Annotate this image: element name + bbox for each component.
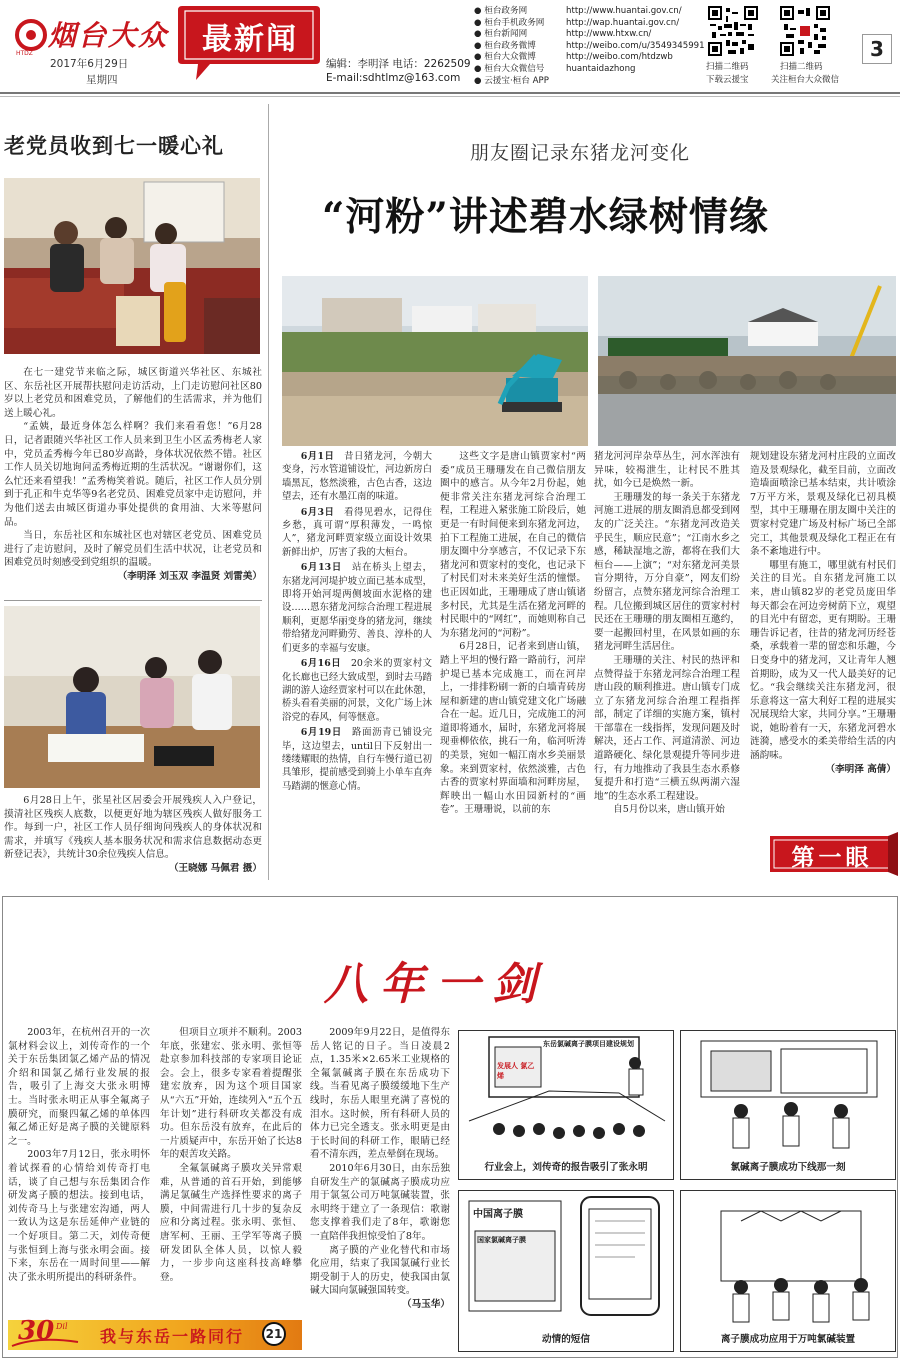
- link-row[interactable]: [474, 52, 710, 64]
- link-url: http://www.htxw.cn/: [566, 29, 652, 40]
- section-title: 最新闻: [202, 22, 298, 57]
- caption: 6月28日上午，张星社区居委会开展残疾人入户登记，摸清社区残疾人底数，以便更好地为辖区残疾人做好服务工作。每到一户，社区工作人员仔细询问残疾人的身体状况和需求，并填写《残疾人基本服务状况和需求信息数据动态更新登记表》，共统计30余位残疾人信息。: [4, 795, 262, 861]
- comic-caption: 动情的短信: [542, 1334, 590, 1345]
- qr-caption-app-1: 扫描二维码: [706, 62, 749, 72]
- email-line: E-mail:sdhtlmz@163.com: [326, 72, 461, 84]
- paragraph: “孟姨，最近身体怎么样啊？我们来看看您！”6月28日，记者跟随兴华社区工作人员来到卫生小区孟秀梅老人家中，党员孟秀梅今年已80岁高龄，身体状况依然不错。社区工作人员关切地询问孟秀梅近期的生活状况。“谢谢你们，这么忙还来看望我！”孟秀梅笑着说。随后，社区工作人员分别到于孔正和牛克华等9名老党员、困难党员家中走访慰问，并为他们送去由城区街道办事处提供的食用油、大米等慰问品。: [4, 421, 262, 528]
- comic-caption: 氯碱离子膜成功下线那一刻: [730, 1162, 846, 1173]
- main-column-4: [750, 450, 896, 822]
- left-divider: [4, 600, 262, 601]
- main-column-2: [440, 450, 586, 880]
- byline: （李明泽 刘玉双 李温贤 刘雷美）: [117, 570, 262, 582]
- paragraph: 自5月份以来，唐山镇开始: [613, 804, 725, 816]
- link-name: ● 桓台大众微博: [474, 52, 536, 63]
- comic-sign-text: 发展人 氯乙烯: [497, 1062, 535, 1080]
- comic-board-text: 中国离子膜: [473, 1209, 523, 1220]
- comic-panel: [458, 1190, 674, 1352]
- link-row[interactable]: [474, 6, 710, 18]
- link-name: ● 桓台手机政务网: [474, 17, 545, 28]
- comic-sign-text: 国家氯碱离子膜: [477, 1236, 526, 1244]
- masthead-divider: [0, 92, 900, 94]
- comic-panel: [680, 1190, 896, 1352]
- logo-icon: [14, 18, 48, 52]
- banner-number: 30: [18, 1316, 55, 1346]
- bottom-column-3: [310, 1026, 450, 1356]
- paragraph: 王珊珊发的每一条关于东猪龙河施工进展的朋友圈消息都受到网友的广泛关注。“东猪龙河改造关乎民生，顺应民意”；“江南水乡之感，稀缺湿地之游，都将在我们大桓台——上演”；“对东猪龙河美景盲分期待，万分自豪”，网友们纷纷留言，点赞东猪龙河综合治理工程。几位搬到城区居住的贾家村村民还在王珊珊的朋友圈相互邀约，要一起搬回村里，在风景如画的东猪龙河畔生活居住。: [594, 491, 740, 653]
- paragraph: 2003年，在杭州召开的一次氯材料会议上，刘传奇作的一个关于东岳集团氯乙烯产品的情况介绍和国氯乙烯行业发展的报告，吸引了上海交大张永明博士。当时张永明正从事全氟离子膜研究，而聚四氟乙烯的单体四氟乙烯正好是离子膜的关键原料之一。: [8, 1027, 150, 1147]
- issue-date: 2017年6月29日: [50, 58, 129, 70]
- paragraph: 在七一建党节来临之际，城区街道兴华社区、东城社区、东岳社区开展帮扶慰问走访活动，上门走访慰问社区80岁以上老党员和困难党员，了解他们的生活需求，并为他们送上暖心礼。: [4, 367, 262, 419]
- comic-caption: 行业会上，刘传奇的报告吸引了张永明: [484, 1162, 648, 1173]
- issue-weekday: 星期四: [86, 74, 118, 86]
- page-number: [862, 34, 892, 64]
- paragraph: 2003年7月12日，张永明怀着试探看的心情给刘传奇打电话，谈了自己想与东岳集团合作研发离子膜的想法。接到电话，刘传奇马上与张建宏沟通，两人一致认为这是东岳延伸产业链的一个好项目。第二天，刘传奇便与张恒到上海与张永明会面。接下来，东岳在一周时间里——解决了张永明所提出的科研条件。: [8, 1149, 150, 1283]
- first-look-badge: [770, 832, 898, 876]
- link-url: huantaidazhong: [566, 63, 636, 74]
- masthead-divider-thin: [0, 96, 900, 97]
- link-url: http://weibo.com/u/3549345991: [566, 40, 705, 51]
- diary-column: [282, 450, 432, 880]
- link-name: ● 桓台大众微信号: [474, 63, 545, 74]
- byline: （马玉华）: [402, 1298, 450, 1310]
- paragraph: 这些文字是唐山镇贾家村“两委”成员王珊珊发在自己微信朋友圈中的感言。从今年2月份起，她便非常关注东猪龙河综合治理工程，工程进入紧张施工阶段后，她更是一有时间便来到东猪龙河边，拍下工程施工进展，在自己的微信朋友圈中分享感言，不仅记录下东猪龙河和贾家村的变化，也记录下了村民们对未来美好生活的憧憬。也正因如此，王珊珊成了唐山镇诸多村民，尤其是生活在猪龙河畔的村民眼中的“网红”，而她则称自己为东猪龙河的“河粉”。: [440, 451, 586, 639]
- link-row[interactable]: [474, 76, 710, 88]
- paragraph: 规划建设东猪龙河村庄段的立面改造及景观绿化，截至目前，立面改造墙面喷涂已基本结束，共计喷涂7万平方米，景观及绿化已初具模型，其中王珊珊在朋友圈中关注的贾家村党建广场及村标广场已全部完工，其他景观及绿化工程正在有条不紊地进行中。: [750, 451, 896, 558]
- qr-caption-app-2: 下载云援宝: [706, 75, 749, 85]
- link-url: http://www.huantai.gov.cn/: [566, 6, 682, 16]
- diary-date: 6月19日: [300, 727, 342, 739]
- link-name: ● 云援宝·桓台 APP: [474, 75, 549, 86]
- diary-text: 昔日猪龙河，今朝大变身，污水管道铺设忙，河边新房白墙黑瓦，悠然淡雅，古色古香，这边望去，还有水墨江南的味道。: [282, 451, 432, 503]
- main-column-3: [594, 450, 740, 880]
- qr-caption-wechat-1: 扫描二维码: [780, 62, 823, 72]
- photo-elder-party-member: [4, 178, 260, 354]
- paragraph: 离子膜的产业化替代和市场化应用，结束了我国氯碱行业长期受制于人的历史，使我国由氯碱大国向氯碱强国转变。: [310, 1244, 450, 1297]
- main-kicker: 朋友圈记录东猪龙河变化: [470, 142, 691, 164]
- comic-board-text: 东岳氯碱离子膜项目建设规划: [543, 1040, 634, 1048]
- link-row[interactable]: [474, 18, 710, 30]
- paragraph: 全氟氯碱离子膜攻关异常艰难，从普通的首石开始，到能够满足氯碱生产选择性要求的离子膜，中间需进行几十步的复杂反应和分离过程。张永明、张恒、唐军柯、王丽、王学军等离子膜研发团队全体人员，以惊人毅力，一步步向这座科技高峰攀登。: [160, 1162, 302, 1283]
- diary-date: 6月1日: [300, 451, 335, 462]
- left-column-rule: [268, 104, 269, 880]
- masthead: [0, 0, 900, 92]
- series-banner: [8, 1316, 302, 1352]
- qr-code-wechat[interactable]: [780, 6, 830, 56]
- left-article-body: [4, 366, 262, 596]
- paragraph: 2009年9月22日，是值得东岳人铭记的日子。当日凌晨2点，1.35米×2.65米工业规格的全氟氯碱离子膜在东岳成功下线。当看见离子膜缓缓地下生产线时，东岳人眼里充满了喜悦的泪水。这时候，所有科研人员的体力已完全透支。张永明更是由于长时间的科研工作，眼睛已经看不清东西，差点晕倒在现场。: [310, 1027, 450, 1161]
- editor-line: 编辑：李明泽 电话：2262509: [326, 58, 471, 70]
- comic-caption: 离子膜成功应用于万吨氯碱装置: [720, 1334, 856, 1345]
- diary-date: 6月16日: [300, 658, 342, 670]
- diary-text: 20余米的贾家村文化长廊也已经大致成型，到时去马踏湖的游人途经贾家村可以在此休憩，桥头看看美丽的河景，文化广场上沐浴党的春风，何等惬意。: [282, 658, 432, 723]
- photo-disability-registration: [4, 606, 260, 788]
- photo-river-embankment: [598, 276, 896, 446]
- link-row[interactable]: [474, 64, 710, 76]
- paragraph: 王珊珊的关注、村民的热评和点赞得益于东猪龙河综合治理工程唐山段的顺利推进。唐山镇专门成立了东猪龙河综合治理工程指挥部，制定了详细的实施方案，镇村干部靠在一线指挥，发现问题及时解决，还占工作、河道清淤、河边道路硬化、绿化景观提升等同步进行，有力地推动了我县生态水系修复提升和打造“三横五纵两湖六湿地”的生态水系工程建设。: [594, 654, 740, 802]
- byline: （李明泽 高倩）: [825, 763, 896, 775]
- left-article-headline: 老党员收到七一暖心礼: [4, 134, 224, 158]
- paragraph: 2010年6月30日，由东岳独自研发生产的氯碱离子膜成功应用于氯氢公司万吨氯碱装置，张永明终于建立了一条现信：歌谢您支撑着我们走了8年，歌谢您一直陪伴我担惊受怕了8年。: [310, 1162, 450, 1242]
- banner-circle: [262, 1322, 286, 1346]
- link-url: http://wap.huantai.gov.cn/: [566, 17, 680, 28]
- diary-text: 路面沥青已铺设完毕，这边望去，until日下反射出一缕缕耀眼的热情，自行车慢行道已初具雏形，提前感受到骑上小单车直奔马踏湖的惬意心情。: [282, 727, 432, 792]
- bottom-column-2: [160, 1026, 302, 1316]
- diary-text: 看得见碧水，记得住乡愁，真可谓“厚积薄发，一鸣惊人”，猪龙河畔贾家级立面设计效果新鲜出炉，厉害了我的大桓台。: [282, 506, 432, 558]
- paragraph: 但项目立项并不顺利。2003年底，张建宏、张永明、张恒等赴京参加科技部的专家项目论证会。会上，很多专家看着提醒张建宏放弃，因为这个项目国家从“六五”开始，连续列入“五个五年计划”进行科研攻关都没有成功。但东岳没有放弃，在此后的一片质疑声中，东岳开始了长达8年的艰苦攻关路。: [160, 1027, 302, 1161]
- comic-panel-grid: [458, 1030, 896, 1354]
- paragraph: 哪里有施工，哪里就有村民们关注的目光。自东猪龙河施工以来，唐山镇82岁的老党员庞田华每天都会在河边旁树荫下立，观望的目光中有留恋，更有期盼。王珊珊告诉记者，往昔的猪龙河历经苍桑，承载着一辈的留恋和乐趣，今日变身中的猪龙河，又让青年人翘首期盼，成为又一代人最美好的记忆。“我会继续关注东猪龙河，很乐意将这一富大利好工程的进展实况展现给大家，共同分享。”王珊珊说，她盼着有一天，东猪龙河碧水涟漪，感受水的柔美带给生活的内涵韵味。: [750, 559, 896, 762]
- bottom-headline: 八年一剑: [324, 959, 548, 1010]
- photo-credit: （王晓娜 马佩君 摄）: [168, 862, 262, 874]
- paragraph: 当日，东岳社区和东城社区也对辖区老党员、困难党员进行了走访慰问，及时了解党员们生活中状况，让老党员和困难党员时刻感受到党组织的温暖。: [4, 530, 262, 569]
- diary-date: 6月13日: [300, 562, 342, 574]
- paragraph: 猪龙河河岸杂草丛生，河水浑浊有异味，较褐泄生，让村民不胜其扰，如今已是焕然一新。: [594, 451, 740, 490]
- link-name: ● 桓台政务微博: [474, 40, 536, 51]
- qr-code-app[interactable]: [708, 6, 758, 56]
- link-row[interactable]: [474, 29, 710, 41]
- main-headline: “河粉”讲述碧水绿树情缘: [322, 194, 769, 240]
- page-number-text: 3: [870, 37, 884, 61]
- logo-sub: HTDZ: [16, 50, 33, 57]
- link-name: ● 桓台新闻网: [474, 29, 528, 40]
- comic-panel: [680, 1030, 896, 1180]
- link-url: http://weibo.com/htdzwb: [566, 52, 673, 63]
- diary-date: 6月3日: [300, 506, 335, 518]
- qr-caption-wechat-2: 关注桓台大众微信: [771, 75, 840, 85]
- paragraph: 6月28日，记者来到唐山镇，踏上平坦的慢行路一路前行，河岸护堤已基本完成施工，而在河岸上，一排排粉刷一新的白墙青砖房屋和新建的唐山镇党建文化广场融合在一起。近几日，完成施工的河道即将通水，届时，东猪龙河将展现垂柳依依，挑石一角，临河听涛的美景，宛如一幅江南水乡美丽景象。来到贾家村，依然淡雅，古色古香的贾家村界面墙和河畔房屋，辉映出一幅山水田园新村的“画卷”。王珊珊说，以前的东: [440, 641, 586, 816]
- logo-text: 烟台大众: [48, 19, 169, 52]
- link-list: [474, 6, 710, 87]
- bottom-column-1: [8, 1026, 150, 1316]
- banner-circle-number: 21: [265, 1327, 283, 1341]
- link-name: ● 桓台政务网: [474, 6, 528, 16]
- banner-text: 我与东岳一路同行: [100, 1327, 245, 1346]
- banner-script: Dil: [56, 1322, 68, 1331]
- diary-text: 站在桥头上望去，东猪龙河河堤护坡立面已基本成型，即将开始河堤两侧坡面水泥格的建设……恩东猪龙河综合治理工程进展顺利，更愿华丽变身的猪龙河，继续带给猪龙河畔勤劳、善良、淳朴的人们更多的幸福与安康。: [282, 562, 432, 654]
- link-row[interactable]: [474, 41, 710, 53]
- comic-panel: [458, 1030, 674, 1180]
- left-caption: [4, 794, 262, 878]
- photo-river-excavator: [282, 276, 588, 446]
- first-look-text: 第一眼: [791, 845, 873, 871]
